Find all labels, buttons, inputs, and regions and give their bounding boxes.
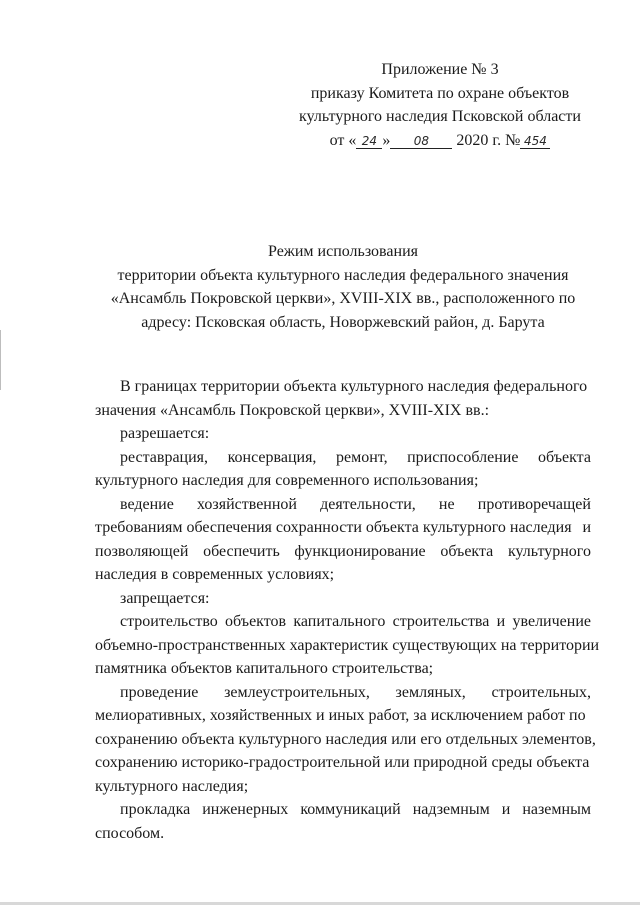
word: и <box>496 613 506 630</box>
title-line-1: Режим использования <box>268 243 418 260</box>
word: коммуникаций <box>300 801 401 818</box>
word: консервация, <box>227 448 317 466</box>
day-field <box>356 134 382 149</box>
scan-edge-mark <box>0 330 1 390</box>
forbidden-item-2-line-3: сохранению объекта культурного наследия или его отдельных элементов, <box>95 730 596 748</box>
month-field <box>390 134 452 149</box>
word: прокладка <box>120 801 191 818</box>
forbidden-item-3-line-2: способом. <box>95 824 165 842</box>
word: деятельности, <box>320 495 416 513</box>
word: ремонт, <box>335 448 388 466</box>
forbidden-item-1-line-2: объемно-пространственных характеристик существующих на территории <box>95 636 600 654</box>
word: строительства <box>392 613 490 630</box>
word: увеличение <box>512 613 591 630</box>
allowed-item-2-line-1 <box>95 493 591 517</box>
appendix-header <box>280 58 600 152</box>
word: строительных, <box>491 683 591 701</box>
allowed-item-2-line-4: наследия в современных условиях; <box>95 566 335 583</box>
intro-line-2: значения «Ансамбль Покровской церкви», XVIII-XIX вв.: <box>95 401 490 419</box>
word: наземным <box>522 801 591 818</box>
allowed-item-2-line-2 <box>95 516 591 540</box>
order-line: приказу Комитета по охране объектов <box>310 84 570 102</box>
allowed-heading: разрешается: <box>120 425 210 442</box>
document-body <box>95 375 600 845</box>
word: проведение <box>120 683 199 701</box>
committee-line: культурного наследия Псковской области <box>299 108 581 125</box>
forbidden-item-2-line-1 <box>95 681 591 705</box>
word: капитального <box>293 613 386 630</box>
date-prefix: от « <box>329 131 357 149</box>
word: функционирование <box>294 542 426 560</box>
word: и <box>501 801 511 818</box>
number-handwritten: 454 <box>523 133 547 148</box>
word: объекта <box>440 542 494 560</box>
word: ведение <box>120 495 174 513</box>
forbidden-item-2-line-5: культурного наследия; <box>95 777 249 795</box>
forbidden-item-2-line-4: сохранению историко-градостроительной или природной среды объекта <box>95 754 590 771</box>
word: объекта <box>538 448 591 466</box>
day-handwritten: 24 <box>361 133 378 148</box>
word: приспособление <box>407 448 519 466</box>
word: земляных, <box>395 683 466 701</box>
document-title <box>95 240 591 334</box>
word: позволяющей <box>95 542 189 560</box>
appendix-number: Приложение № 3 <box>381 61 499 78</box>
word: землеустроительных, <box>224 683 370 701</box>
title-line-3: «Ансамбль Покровской церкви», XVIII-XIX вв., расположенного по <box>110 290 576 307</box>
intro-line-1: В границах территории объекта культурного наследия федерального <box>120 378 588 395</box>
title-line-4: адресу: Псковская область, Новоржевский район, д. Барута <box>141 313 545 331</box>
word: хозяйственной <box>197 495 297 513</box>
word: надземным <box>412 801 490 818</box>
forbidden-item-1-line-3: памятника объектов капитального строительства; <box>95 660 434 677</box>
word: объектов <box>225 613 287 630</box>
title-line-2: территории объекта культурного наследия федерального значения <box>117 266 569 284</box>
word: реставрация, <box>120 448 209 466</box>
word: культурного <box>507 542 591 560</box>
word: требованиям обеспечения сохранности объекта культурного наследия <box>95 519 572 536</box>
word: инженерных <box>202 801 289 818</box>
word: и <box>582 519 591 536</box>
forbidden-item-3-line-1 <box>95 798 591 822</box>
forbidden-heading: запрещается: <box>120 589 210 607</box>
month-handwritten: 08 <box>413 133 430 148</box>
allowed-item-1-line-1 <box>95 446 591 470</box>
forbidden-item-2-line-2: мелиоративных, хозяйственных и иных работ, за исключением работ по <box>95 707 586 724</box>
order-date-line <box>280 129 600 153</box>
allowed-item-2-line-3 <box>95 540 591 564</box>
year-text: 2020 г. № <box>456 131 521 149</box>
word: противоречащей <box>477 495 591 513</box>
date-mid: » <box>382 131 391 149</box>
forbidden-item-1-line-1 <box>95 610 591 634</box>
word: обеспечить <box>203 542 280 560</box>
number-field <box>520 134 550 149</box>
word: строительство <box>120 613 218 630</box>
word: не <box>438 495 455 513</box>
allowed-item-1-line-2: культурного наследия для современного использования; <box>95 472 479 489</box>
